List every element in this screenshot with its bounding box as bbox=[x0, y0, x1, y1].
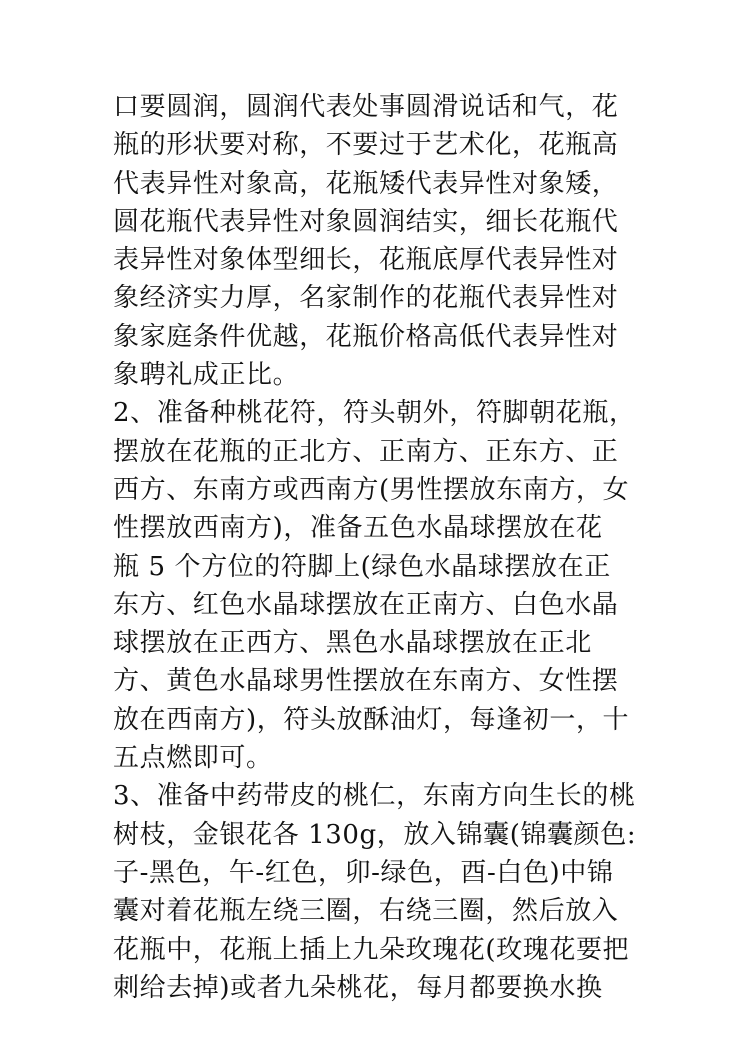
text-line: 瓶 5 个方位的符脚上(绿色水晶球摆放在正 bbox=[113, 551, 611, 582]
text-line: 花瓶中，花瓶上插上九朵玫瑰花(玫瑰花要把 bbox=[113, 934, 630, 965]
text-line: 象聘礼成正比。 bbox=[113, 360, 300, 391]
text-line: 五点燃即可。 bbox=[113, 743, 273, 774]
text-line: 囊对着花瓶左绕三圈，右绕三圈，然后放入 bbox=[113, 896, 619, 927]
text-line: 口要圆润，圆润代表处事圆滑说话和气，花 bbox=[113, 92, 619, 122]
text-line: 象经济实力厚，名家制作的花瓶代表异性对 bbox=[113, 283, 619, 314]
text-line: 3、准备中药带皮的桃仁，东南方向生长的桃 bbox=[113, 781, 636, 812]
text-line: 表异性对象体型细长，花瓶底厚代表异性对 bbox=[113, 245, 619, 276]
text-line: 象家庭条件优越，花瓶价格高低代表异性对 bbox=[113, 321, 619, 352]
text-line: 球摆放在正西方、黑色水晶球摆放在正北 bbox=[113, 628, 592, 659]
text-line: 东方、红色水晶球摆放在正南方、白色水晶 bbox=[113, 589, 619, 620]
text-line: 放在西南方)，符头放酥油灯，每逢初一，十 bbox=[113, 704, 630, 735]
text-line: 摆放在花瓶的正北方、正南方、正东方、正 bbox=[113, 436, 619, 467]
body-text bbox=[113, 88, 643, 1007]
text-line: 圆花瓶代表异性对象圆润结实，细长花瓶代 bbox=[113, 206, 619, 237]
text-line: 西方、东南方或西南方(男性摆放东南方，女 bbox=[113, 474, 630, 505]
text-line: 刺给去掉)或者九朵桃花，每月都要换水换 bbox=[113, 972, 603, 1003]
text-line: 代表异性对象高，花瓶矮代表异性对象矮， bbox=[113, 168, 619, 199]
text-line: 2、准备种桃花符，符头朝外，符脚朝花瓶， bbox=[113, 398, 636, 429]
text-line: 树枝，金银花各 130g，放入锦囊(锦囊颜色: bbox=[113, 819, 637, 850]
text-line: 性摆放西南方)，准备五色水晶球摆放在花 bbox=[113, 513, 603, 544]
text-line: 方、黄色水晶球男性摆放在东南方、女性摆 bbox=[113, 666, 619, 697]
text-line: 瓶的形状要对称，不要过于艺术化，花瓶高 bbox=[113, 130, 619, 161]
text-line: 子-黑色，午-红色，卯-绿色，酉-白色)中锦 bbox=[113, 857, 614, 888]
